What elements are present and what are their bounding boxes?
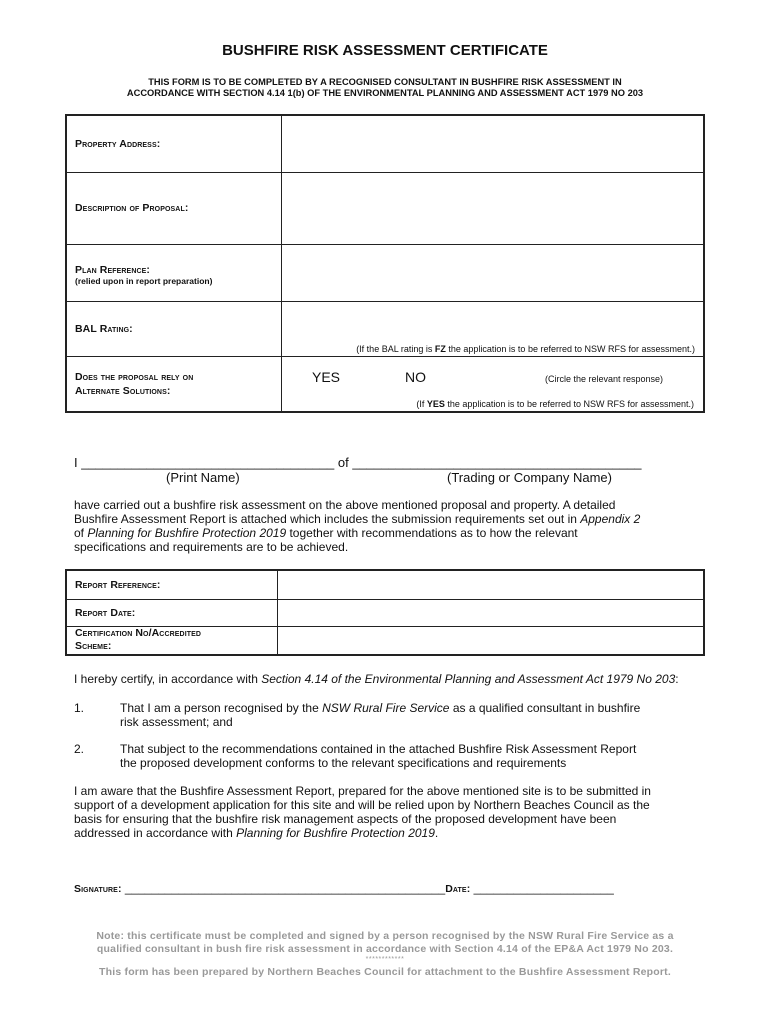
alternate-solutions-label: Does the proposal rely on Alternate Solutions: — [66, 356, 282, 412]
signature-line[interactable]: ________________________________________________ — [121, 881, 446, 895]
form-title: BUSHFIRE RISK ASSESSMENT CERTIFICATE — [222, 42, 548, 59]
report-reference-field[interactable] — [278, 570, 705, 599]
bal-rating-label: BAL Rating: — [66, 301, 282, 356]
report-details-table — [65, 569, 705, 656]
company-name-caption: (Trading or Company Name) — [447, 470, 612, 485]
footer-prepared-by: This form has been prepared by Northern Beaches Council for attachment to the Bushfire Assessment Report. — [99, 966, 671, 978]
property-details-table — [65, 114, 705, 413]
signature-row — [74, 881, 614, 895]
subtitle-line-1: THIS FORM IS TO BE COMPLETED BY A RECOGNISED CONSULTANT IN BUSHFIRE RISK ASSESSMENT IN — [148, 77, 622, 87]
plan-reference-cell — [66, 244, 282, 301]
declaration-paragraph: have carried out a bushfire risk assessment on the above mentioned proposal and property. A detailed Bushfire Assessment Report is attached which includes the submission requirements set out in Appendix 2 of Planning for Bushfire Protection 2019 together with recommendations as to how the relevant specifications and requirements are to be achieved. — [74, 498, 641, 554]
alternate-solutions-field — [282, 356, 705, 412]
yes-referral-note: (If YES the application is to be referred to NSW RFS for assessment.) — [416, 399, 694, 409]
subtitle-line-2: ACCORDANCE WITH SECTION 4.14 1(b) OF THE ENVIRONMENTAL PLANNING AND ASSESSMENT ACT 1979 NO 203 — [126, 88, 644, 98]
awareness-paragraph: I am aware that the Bushfire Assessment Report, prepared for the above mentioned site is to be submitted in support of a development application for this site and will be relied upon by Northern Beaches Council as the basis for ensuring that the bushfire risk management aspects of the proposed development have been addressed in accordance with Planning for Bushfire Protection 2019. — [74, 784, 651, 840]
certify-intro: I hereby certify, in accordance with Section 4.14 of the Environmental Planning and Assessment Act 1979 No 203: — [74, 672, 679, 686]
certification-field[interactable] — [278, 626, 705, 655]
form-subtitle — [60, 77, 710, 99]
yes-option[interactable]: YES — [312, 368, 341, 385]
date-label: Date: — [445, 883, 471, 895]
report-date-field[interactable] — [278, 599, 705, 626]
footer-separator: ************ — [365, 956, 405, 963]
plan-reference-label: Plan Reference: — [75, 263, 151, 276]
signature-label: Signature: — [74, 883, 122, 895]
property-address-label: Property Address: — [66, 115, 282, 172]
footer-note: Note: this certificate must be completed and signed by a person recognised by the NSW Rural Fire Service as a qualified consultant in bush fire risk assessment in accordance with Section 4.14 of the EP&A Act 1979 No 203. — [96, 930, 674, 955]
circle-note: (Circle the relevant response) — [545, 373, 664, 384]
certify-item-1: That I am a person recognised by the NSW Rural Fire Service as a qualified consultant in bushfire risk assessment; and — [120, 701, 641, 729]
description-field[interactable] — [282, 172, 705, 244]
property-address-field[interactable] — [282, 115, 705, 172]
report-date-label: Report Date: — [66, 599, 278, 626]
bal-rating-note: (If the BAL rating is FZ the application is to be referred to NSW RFS for assessment.) — [356, 343, 695, 354]
bal-rating-field[interactable] — [282, 301, 705, 356]
certify-item-1-number: 1. — [74, 701, 85, 715]
plan-reference-field[interactable] — [282, 244, 705, 301]
report-reference-label: Report Reference: — [66, 570, 278, 599]
certify-item-2: That subject to the recommendations contained in the attached Bushfire Risk Assessment Report the proposed development conforms to the relevant specifications and requirements — [120, 742, 637, 770]
declaration-line[interactable]: I ___________________________________ of ________________________________________ — [74, 455, 642, 470]
no-option[interactable]: NO — [405, 368, 426, 385]
date-line[interactable]: _____________________ — [470, 881, 614, 895]
description-label: Description of Proposal: — [66, 172, 282, 244]
certify-item-2-number: 2. — [74, 742, 85, 756]
certification-label: Certification No/Accredited Scheme: — [66, 626, 278, 655]
print-name-caption: (Print Name) — [166, 470, 240, 485]
plan-reference-note: (relied upon in report preparation) — [75, 275, 213, 286]
